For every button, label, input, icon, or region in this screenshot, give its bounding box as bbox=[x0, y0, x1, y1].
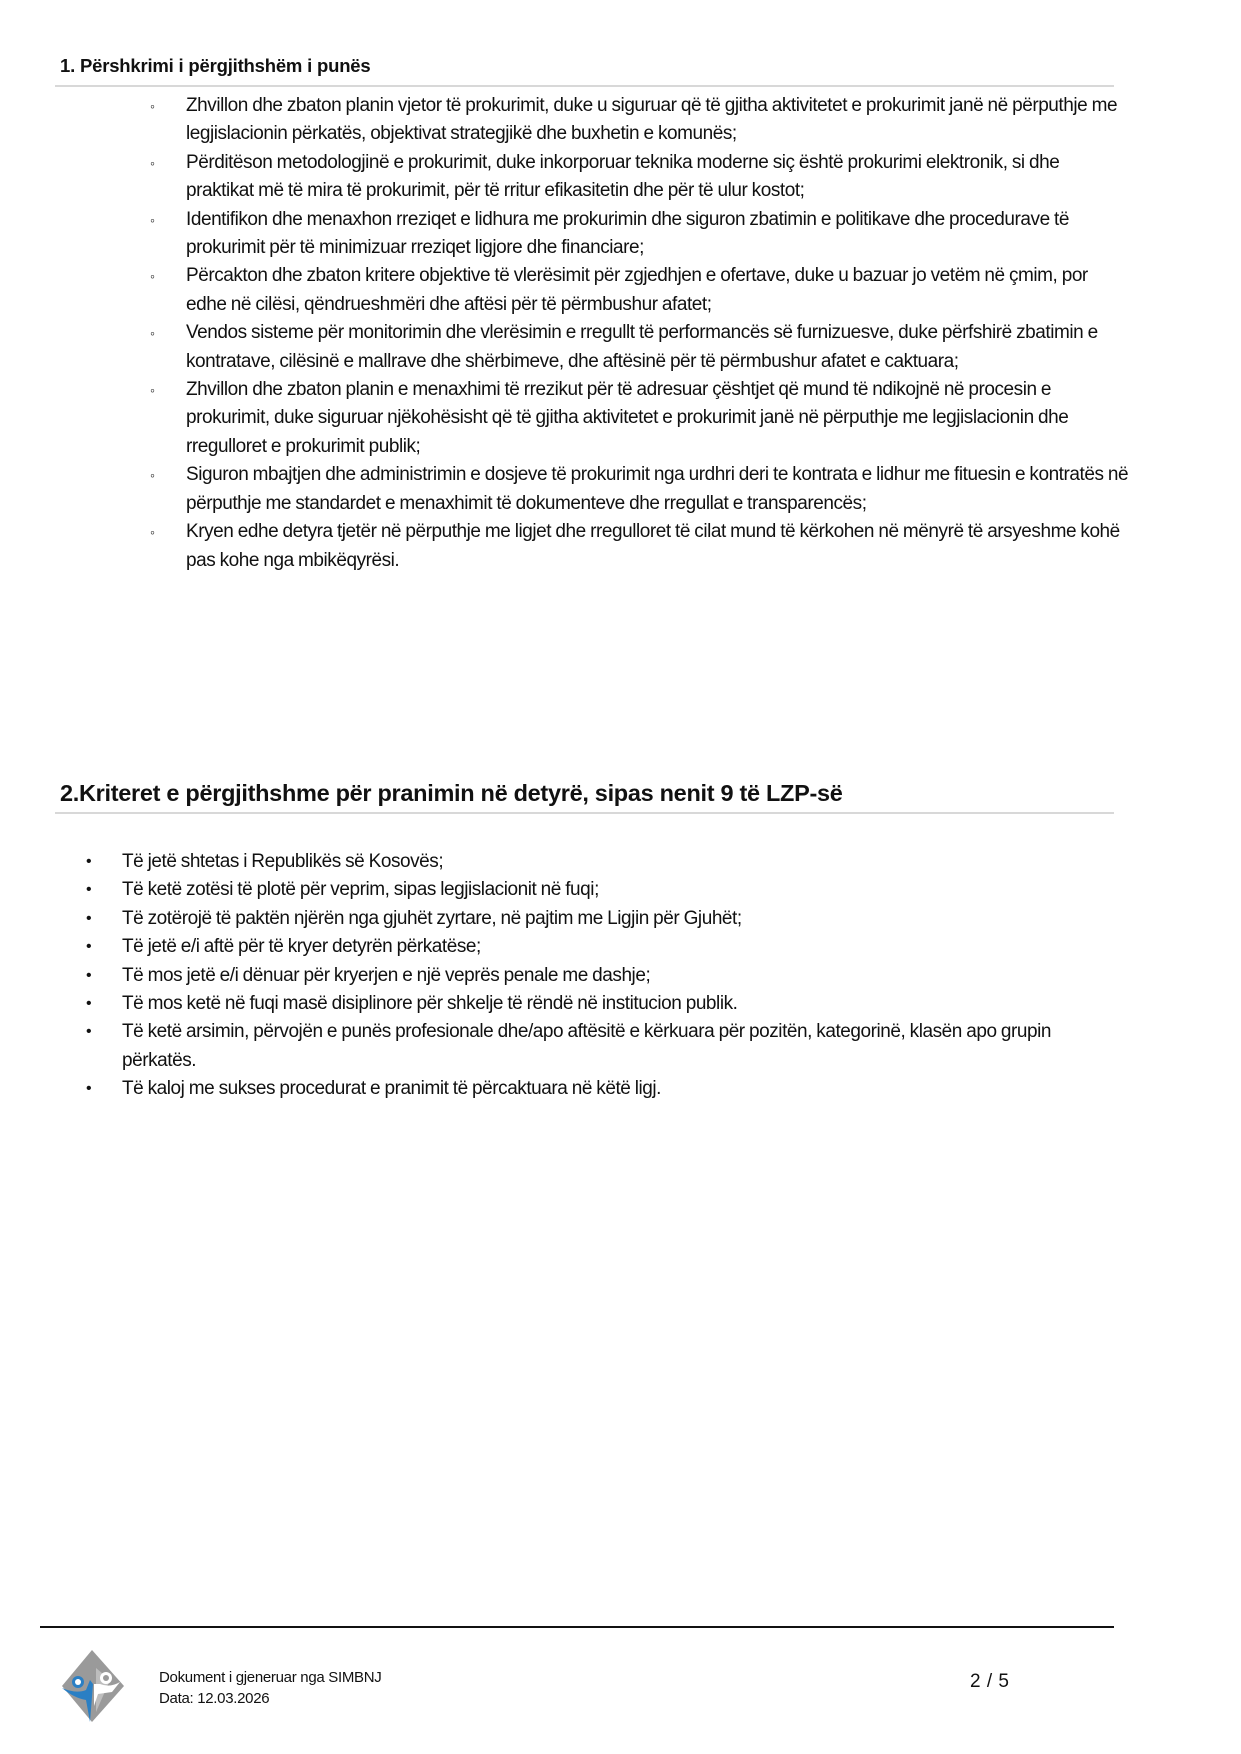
circle-bullet-icon: ◦ bbox=[150, 98, 155, 114]
list-item-text: Të zotërojë të paktën njërën nga gjuhët zyrtare, në pajtim me Ligjin për Gjuhët; bbox=[122, 907, 742, 929]
logo-head-blue-inner bbox=[75, 1679, 81, 1685]
list-item bbox=[84, 848, 1124, 876]
dot-bullet-icon: • bbox=[86, 1080, 92, 1098]
dot-bullet-icon: • bbox=[86, 909, 92, 927]
section-1-divider bbox=[55, 85, 1114, 87]
list-item bbox=[84, 876, 1124, 904]
list-item bbox=[84, 1075, 1124, 1103]
list-item bbox=[150, 376, 1130, 461]
dot-bullet-icon: • bbox=[86, 881, 92, 899]
generated-by-text: Dokument i gjeneruar nga SIMBNJ bbox=[159, 1669, 382, 1686]
circle-bullet-icon: ◦ bbox=[150, 268, 155, 285]
list-item bbox=[150, 518, 1130, 575]
circle-bullet-icon: ◦ bbox=[150, 325, 155, 342]
section-2-title: 2.Kriteret e përgjithshme për pranimin në detyrë, sipas nenit 9 të LZP-së bbox=[60, 780, 843, 806]
list-item-text: Të jetë shtetas i Republikës së Kosovës; bbox=[122, 851, 444, 872]
circle-bullet-icon: ◦ bbox=[150, 211, 155, 228]
dot-bullet-icon: • bbox=[86, 966, 92, 984]
list-item-text: Vendos sisteme për monitorimin dhe vlerësimin e rregullt të performancës së furnizuesve, duke përfshirë zbatimin e kontratave, cilësinë e mallrave dhe shërbimeve, dhe aftësinë për të përmbushur afatet e caktuara; bbox=[186, 322, 1098, 372]
circle-bullet-icon: ◦ bbox=[150, 467, 155, 484]
dot-bullet-icon: • bbox=[86, 938, 92, 956]
list-item-text: Përditëson metodologjinë e prokurimit, duke inkorporuar teknika moderne siç është prokurimi elektronik, si dhe praktikat më të mira të prokurimit, për të rritur efikasitetin dhe për të ulur kostot; bbox=[186, 151, 1060, 202]
dot-bullet-icon: • bbox=[86, 1023, 92, 1041]
list-item-text: Zhvillon dhe zbaton planin vjetor të prokurimit, duke u siguruar që të gjitha aktivitetet e prokurimit janë në përputhje me legjislacionin përkatës, objektivat strategjikë dhe buxhetin e komunës; bbox=[186, 95, 1118, 145]
simbnj-logo-icon bbox=[60, 1650, 130, 1722]
circle-bullet-icon: ◦ bbox=[150, 524, 155, 541]
section-2-divider bbox=[55, 812, 1114, 814]
admission-criteria-list bbox=[84, 848, 1124, 1104]
list-item bbox=[150, 149, 1130, 206]
logo-head-white-inner bbox=[103, 1675, 109, 1681]
list-item bbox=[150, 319, 1130, 376]
dot-bullet-icon: • bbox=[86, 995, 92, 1013]
list-item bbox=[84, 990, 1124, 1018]
section-1-title: 1. Përshkrimi i përgjithshëm i punës bbox=[60, 55, 371, 76]
list-item-text: Të mos ketë në fuqi masë disiplinore për shkelje të rëndë në institucion publik. bbox=[122, 993, 738, 1015]
list-item-text: Përcakton dhe zbaton kritere objektive të vlerësimit për zgjedhjen e ofertave, duke u bazuar jo vetëm në çmim, por edhe në cilësi, qëndrueshmëri dhe aftësi për të përmbushur afatet; bbox=[186, 265, 1088, 315]
page-number: 2 / 5 bbox=[970, 1671, 1010, 1692]
circle-bullet-icon: ◦ bbox=[150, 154, 155, 171]
list-item-text: Të kaloj me sukses procedurat e pranimit të përcaktuara në këtë ligj. bbox=[122, 1078, 662, 1100]
footer-info bbox=[159, 1667, 381, 1709]
list-item-text: Kryen edhe detyra tjetër në përputhje me ligjet dhe rregulloret të cilat mund të kërkohen në mënyrë të arsyeshme kohë pas kohe nga mbikëqyrësi. bbox=[186, 521, 1120, 571]
list-item bbox=[150, 206, 1130, 263]
list-item bbox=[84, 1018, 1124, 1075]
list-item bbox=[84, 933, 1124, 961]
list-item bbox=[150, 461, 1130, 518]
list-item bbox=[84, 962, 1124, 990]
list-item-text: Të ketë arsimin, përvojën e punës profesionale dhe/apo aftësitë e kërkuara për pozitën, kategorinë, klasën apo grupin përkatës. bbox=[122, 1021, 1052, 1071]
list-item-text: Të jetë e/i aftë për të kryer detyrën përkatëse; bbox=[122, 936, 481, 958]
job-description-list bbox=[150, 92, 1130, 575]
list-item-text: Të mos jetë e/i dënuar për kryerjen e një veprës penale me dashje; bbox=[122, 964, 651, 986]
list-item-text: Identifikon dhe menaxhon rreziqet e lidhura me prokurimin dhe siguron zbatimin e politikave dhe procedurave të prokurimit për të minimizuar rreziqet ligjore dhe financiare; bbox=[186, 208, 1069, 259]
dot-bullet-icon: • bbox=[86, 853, 92, 870]
list-item-text: Të ketë zotësi të plotë për veprim, sipas legjislacionit në fuqi; bbox=[122, 879, 599, 901]
list-item bbox=[150, 262, 1130, 319]
list-item bbox=[150, 92, 1130, 149]
list-item-text: Zhvillon dhe zbaton planin e menaxhimi të rrezikut për të adresuar çështjet që mund të ndikojnë në procesin e prokurimit, duke siguruar njëkohësisht që të gjitha aktivitetet e prokurimit janë në përputhje me legjislacionin dhe rregulloret e prokurimit publik; bbox=[186, 379, 1069, 457]
circle-bullet-icon: ◦ bbox=[150, 382, 155, 399]
footer-divider bbox=[40, 1626, 1114, 1628]
list-item-text: Siguron mbajtjen dhe administrimin e dosjeve të prokurimit nga urdhri deri te kontrata e lidhur me fituesin e kontratës në përputhje me standardet e menaxhimit të dokumenteve dhe rregullat e transparencës; bbox=[186, 464, 1129, 514]
list-item bbox=[84, 905, 1124, 933]
document-date: Data: 12.03.2026 bbox=[159, 1690, 270, 1707]
